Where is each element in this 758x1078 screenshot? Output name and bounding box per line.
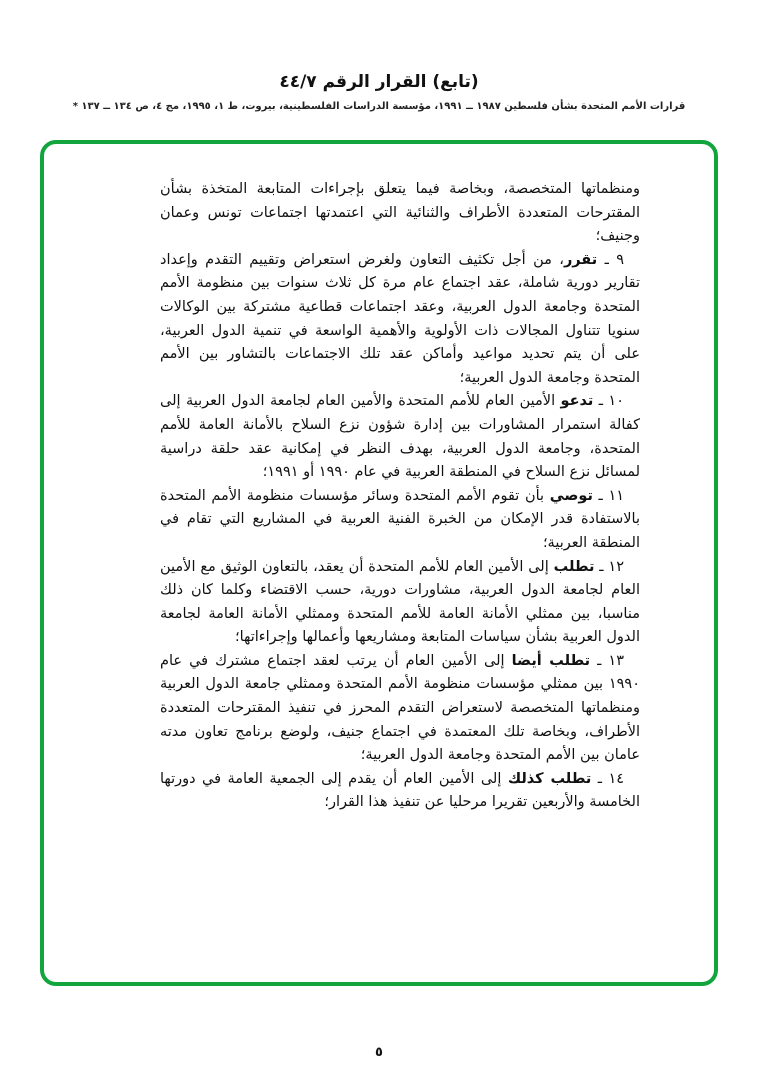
paragraph-text: بأن تقوم الأمم المتحدة وسائر مؤسسات منظومة الأمم المتحدة بالاستفادة قدر الإمكان من الخبرة الفنية العربية في المشاريع التي تقام في المنطقة العربية؛ — [160, 487, 640, 551]
body-text — [44, 144, 714, 815]
paragraph-lead: توصي — [549, 487, 593, 504]
paragraph-text: ، من أجل تكثيف التعاون ولغرض استعراض وتقييم التقدم وإعداد تقارير دورية شاملة، عقد اجتماع عام مرة كل ثلاث سنوات بين منظومة الأمم المتحدة وجامعة الدول العربية، وعقد اجتماعات قطاعية مشتركة بين الوكالات سنويا تتناول المجالات ذات الأولوية والأهمية الواسعة في تنمية الدول العربية، على أن يتم تحديد مواعيد وأماكن عقد تلك الاجتماعات بالتشاور بين الأمم المتحدة وجامعة الدول العربية؛ — [160, 251, 640, 386]
page-title: (تابع) القرار الرقم ٤٤/٧ — [279, 72, 479, 92]
paragraph-number: ٩ ـ — [597, 251, 624, 268]
source-citation: قرارات الأمم المتحدة بشأن فلسطين ١٩٨٧ ــ ١٩٩١، مؤسسة الدراسات الفلسطينية، بيروت، ط ١، ١٩٩٥، مج ٤، ص ١٣٤ ــ ١٣٧ * — [72, 101, 686, 112]
paragraph-lead: تدعو — [560, 393, 594, 410]
paragraph — [160, 650, 640, 768]
paragraph-lead: تطلب أيضا — [511, 652, 591, 669]
paragraph-lead: تطلب كذلك — [507, 770, 592, 787]
paragraph — [160, 249, 640, 391]
paragraph — [160, 768, 640, 815]
page-number: ٥ — [375, 1045, 383, 1060]
paragraph — [160, 178, 640, 249]
paragraph-number: ١١ ـ — [592, 487, 625, 504]
paragraph — [160, 556, 640, 650]
paragraph-number: ١٣ ـ — [590, 652, 624, 669]
green-frame — [40, 140, 718, 986]
paragraph-number: ١٠ ـ — [593, 393, 624, 410]
paragraph-text: إلى الأمين العام أن يرتب لعقد اجتماع مشترك في عام ١٩٩٠ بين ممثلي مؤسسات منظومة الأمم المتحدة وممثلي جامعة الدول العربية ومنظماتها المتخصصة لاستعراض التقدم المحرز في تنفيذ المقترحات المتعددة الأطراف، وبخاصة تلك المعتمدة في اجتماع جنيف، ولوضع برنامج تعاون مدته عامان بين الأمم المتحدة وجامعة الدول العربية؛ — [160, 652, 640, 764]
paragraph — [160, 485, 640, 556]
paragraph-number: ١٢ ـ — [594, 558, 624, 575]
paragraph-number: ١٤ ـ — [591, 770, 625, 787]
paragraph-text: إلى الأمين العام أن يقدم إلى الجمعية العامة في دورتها الخامسة والأربعين تقريرا مرحليا عن تنفيذ هذا القرار؛ — [160, 770, 640, 811]
paragraph-lead: تقرر — [563, 251, 598, 268]
page-header — [0, 0, 758, 112]
paragraph — [160, 390, 640, 484]
paragraph-text: إلى الأمين العام للأمم المتحدة أن يعقد، بالتعاون الوثيق مع الأمين العام لجامعة الدول العربية، مشاورات دورية، حسب الاقتضاء وكلما كان ذلك مناسبا، بين ممثلي الأمانة العامة للأمم المتحدة وممثلي الأمانة العامة لجامعة الدول العربية بشأن سياسات المتابعة ومشاريعها وأعمالها وإجراءاتها؛ — [160, 558, 640, 646]
paragraph-text: ومنظماتها المتخصصة، وبخاصة فيما يتعلق بإجراءات المتابعة المتخذة بشأن المقترحات المتعددة الأطراف والثنائية التي اعتمدتها اجتماعات تونس وعمان وجنيف؛ — [160, 181, 640, 245]
paragraph-text: الأمين العام للأمم المتحدة والأمين العام لجامعة الدول العربية إلى كفالة استمرار المشاورات بين إدارة شؤون نزع السلاح بالأمانة العامة للأمم المتحدة، وجامعة الدول العربية، بهدف النظر في إمكانية عقد حلقة دراسية لمسائل نزع السلاح في المنطقة العربية في عام ١٩٩٠ أو ١٩٩١؛ — [160, 393, 640, 481]
paragraph-lead: تطلب — [553, 558, 595, 575]
